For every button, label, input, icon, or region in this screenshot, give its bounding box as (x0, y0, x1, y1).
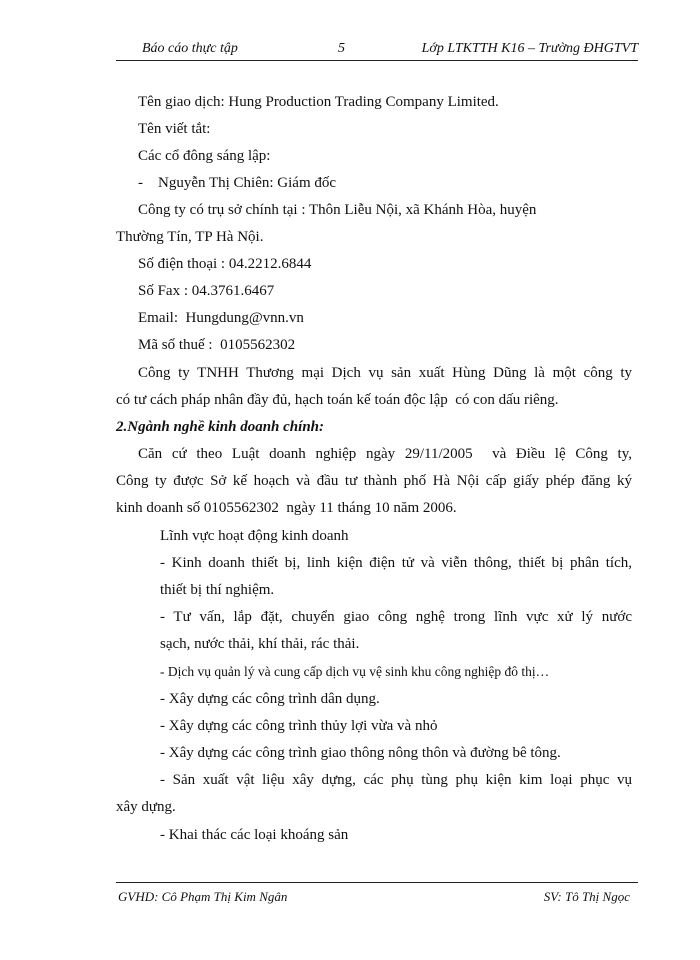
address-line-2: Thường Tín, TP Hà Nội. (116, 229, 264, 245)
page-number: 5 (338, 41, 345, 56)
fax-line: Số Fax : 04.3761.6467 (138, 283, 275, 299)
tax-code-line: Mã số thuế : 0105562302 (138, 337, 296, 353)
founders-label: Các cổ đông sáng lập: (138, 148, 271, 164)
business-item: - Khai thác các loại khoáng sản (160, 827, 349, 843)
business-item: - Sản xuất vật liệu xây dựng, các phụ tùng phụ kiện kim loại phục vụ (160, 772, 632, 788)
business-item-cont: thiết bị thí nghiệm. (160, 582, 275, 598)
business-item: - Kinh doanh thiết bị, linh kiện điện tử và viễn thông, thiết bị phân tích, (160, 555, 632, 571)
business-item: - Xây dựng các công trình giao thông nông thôn và đường bê tông. (160, 745, 561, 761)
page-footer (116, 882, 638, 907)
header-class-info: Lớp LTKTTH K16 – Trường ĐHGTVT (421, 41, 638, 56)
address-line-1: Công ty có trụ sở chính tại : Thôn Liễu Nội, xã Khánh Hòa, huyện (138, 202, 537, 218)
header-report-title: Báo cáo thực tập (142, 41, 238, 56)
business-item-cont: sạch, nước thải, khí thải, rác thải. (160, 636, 360, 652)
business-item-cont: xây dựng. (116, 799, 176, 815)
business-item: - Xây dựng các công trình dân dụng. (160, 691, 380, 707)
legal-basis-line-2: Công ty được Sở kế hoạch và đầu tư thành phố Hà Nội cấp giấy phép đăng ký (116, 473, 632, 489)
section-heading: 2.Ngành nghề kinh doanh chính: (116, 419, 324, 435)
footer-student: SV: Tô Thị Ngọc (543, 889, 630, 904)
trade-name-line: Tên giao dịch: Hung Production Trading Company Limited. (138, 94, 499, 110)
business-fields-label: Lĩnh vực hoạt động kinh doanh (160, 528, 349, 544)
founder-item: - Nguyễn Thị Chiên: Giám đốc (138, 175, 337, 191)
phone-line: Số điện thoại : 04.2212.6844 (138, 256, 312, 272)
company-desc-line-1: Công ty TNHH Thương mại Dịch vụ sản xuất Hùng Dũng là một công ty (138, 365, 632, 381)
footer-supervisor: GVHD: Cô Phạm Thị Kim Ngân (118, 889, 288, 904)
page-header (116, 40, 638, 61)
legal-basis-line-1: Căn cứ theo Luật doanh nghiệp ngày 29/11/2005 và Điều lệ Công ty, (138, 446, 632, 462)
business-item: - Dịch vụ quản lý và cung cấp dịch vụ vệ sinh khu công nghiệp đô thị… (160, 664, 550, 679)
business-item: - Xây dựng các công trình thủy lợi vừa và nhỏ (160, 718, 438, 734)
legal-basis-line-3: kinh doanh số 0105562302 ngày 11 tháng 10 năm 2006. (116, 500, 457, 516)
email-line: Email: Hungdung@vnn.vn (138, 310, 304, 326)
business-item: - Tư vấn, lắp đặt, chuyển giao công nghệ trong lĩnh vực xử lý nước (160, 609, 632, 625)
abbreviation-line: Tên viết tắt: (138, 121, 211, 137)
company-desc-line-2: có tư cách pháp nhân đầy đủ, hạch toán kế toán độc lập có con dấu riêng. (116, 392, 559, 408)
